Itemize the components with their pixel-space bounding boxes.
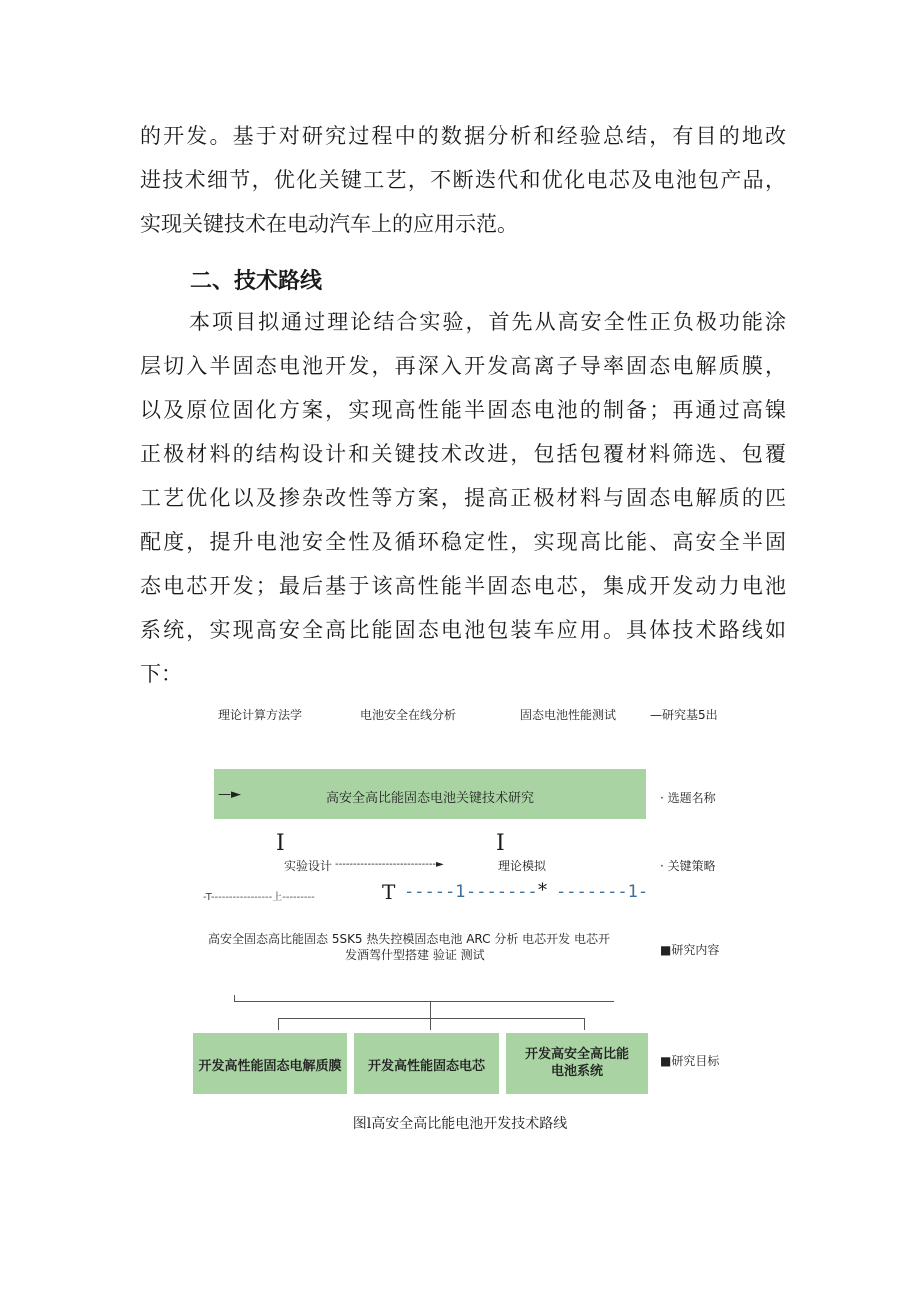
label-strategy: · 关键策略 — [660, 859, 716, 873]
branch-drop-right — [584, 1018, 585, 1030]
tree-connector-blue-2: ------- — [466, 882, 538, 902]
branch-drop-middle — [430, 1018, 431, 1030]
branch-top-tick — [234, 995, 235, 1002]
goal-box-system — [506, 1033, 648, 1094]
text-line: 系统，实现高安全高比能固态电池包装车应用。具体技术路线如 — [140, 618, 786, 642]
text-line: 本项目拟通过理论结合实验，首先从高安全性正负极功能涂 — [189, 310, 786, 334]
tree-connector-left: -T-----------------上--------- — [203, 892, 315, 903]
top-label-theory: 理论计算方法学 — [218, 708, 303, 722]
label-content: ■研究内容 — [660, 943, 720, 957]
text-line: 配度，提升电池安全性及循环稳定性，实现高比能、高安全半固 — [140, 530, 786, 554]
text-line: 正极材料的结构设计和关键技术改进，包括包覆材料筛选、包覆 — [140, 442, 786, 466]
figure-caption: 图l高安全高比能电池开发技术路线 — [352, 1116, 568, 1132]
text-line: 实现关键技术在电动汽车上的应用示范。 — [140, 212, 518, 236]
tree-connector-right: -------1- — [556, 882, 649, 902]
branch-stem — [430, 1001, 431, 1018]
tree-connector-star: * — [538, 880, 547, 901]
strategy-arrow-icon: ----------------------------► — [335, 859, 444, 870]
marker-right: I — [496, 831, 505, 856]
content-line-2: 发酒驾什型搭建 验证 测试 — [345, 948, 485, 962]
goal-box-text: 开发高安全高比能电池系统 — [524, 1047, 629, 1079]
goal-box-cell — [354, 1033, 499, 1094]
text-line: 下： — [140, 662, 182, 686]
strategy-simulation: 理论模拟 — [498, 859, 547, 873]
label-goal: ■研究目标 — [660, 1054, 720, 1068]
marker-left: I — [276, 831, 285, 856]
text-line: 以及原位固化方案，实现高性能半固态电池的制备；再通过高镍 — [140, 398, 786, 422]
text-line: 态电芯开发；最后基于该高性能半固态电芯，集成开发动力电池 — [140, 574, 786, 598]
tree-connector-t: T — [382, 880, 396, 904]
top-label-research-basis: —研究基5出 — [650, 708, 718, 722]
arrow-icon: —► — [218, 787, 241, 802]
text-line: 的开发。基于对研究过程中的数据分析和经验总结，有目的地改 — [140, 124, 786, 148]
goal-box-membrane — [193, 1033, 347, 1094]
goal-box-text: 开发高性能固态电芯 — [367, 1059, 485, 1074]
top-label-testing: 固态电池性能测试 — [520, 708, 617, 722]
text-line: 进技术细节，优化关键工艺，不断迭代和优化电芯及电池包产品， — [140, 168, 786, 192]
tree-connector-blue-1: -----1 — [404, 882, 466, 902]
text-line: 工艺优化以及掺杂改性等方案，提高正极材料与固态电解质的匹 — [140, 486, 786, 510]
strategy-experiment: 实验设计 — [284, 859, 333, 873]
branch-top-line — [234, 1001, 614, 1002]
content-line-1: 高安全固态高比能固态 5SK5 热失控模固态电池 ARC 分析 电芯开发 电芯开 — [208, 932, 610, 946]
text-line: 层切入半固态电池开发，再深入开发高离子导率固态电解质膜， — [140, 354, 786, 378]
top-label-safety: 电池安全在线分析 — [360, 708, 457, 722]
goal-box-text: 开发高性能固态电解质膜 — [198, 1059, 342, 1074]
topic-box-text: 高安全高比能固态电池关键技术研究 — [325, 791, 534, 806]
branch-bottom-line — [278, 1018, 584, 1019]
topic-box — [214, 769, 646, 819]
branch-drop-left — [278, 1018, 279, 1030]
label-topic: · 选题名称 — [660, 791, 716, 805]
section-heading: 二、技术路线 — [190, 269, 323, 294]
